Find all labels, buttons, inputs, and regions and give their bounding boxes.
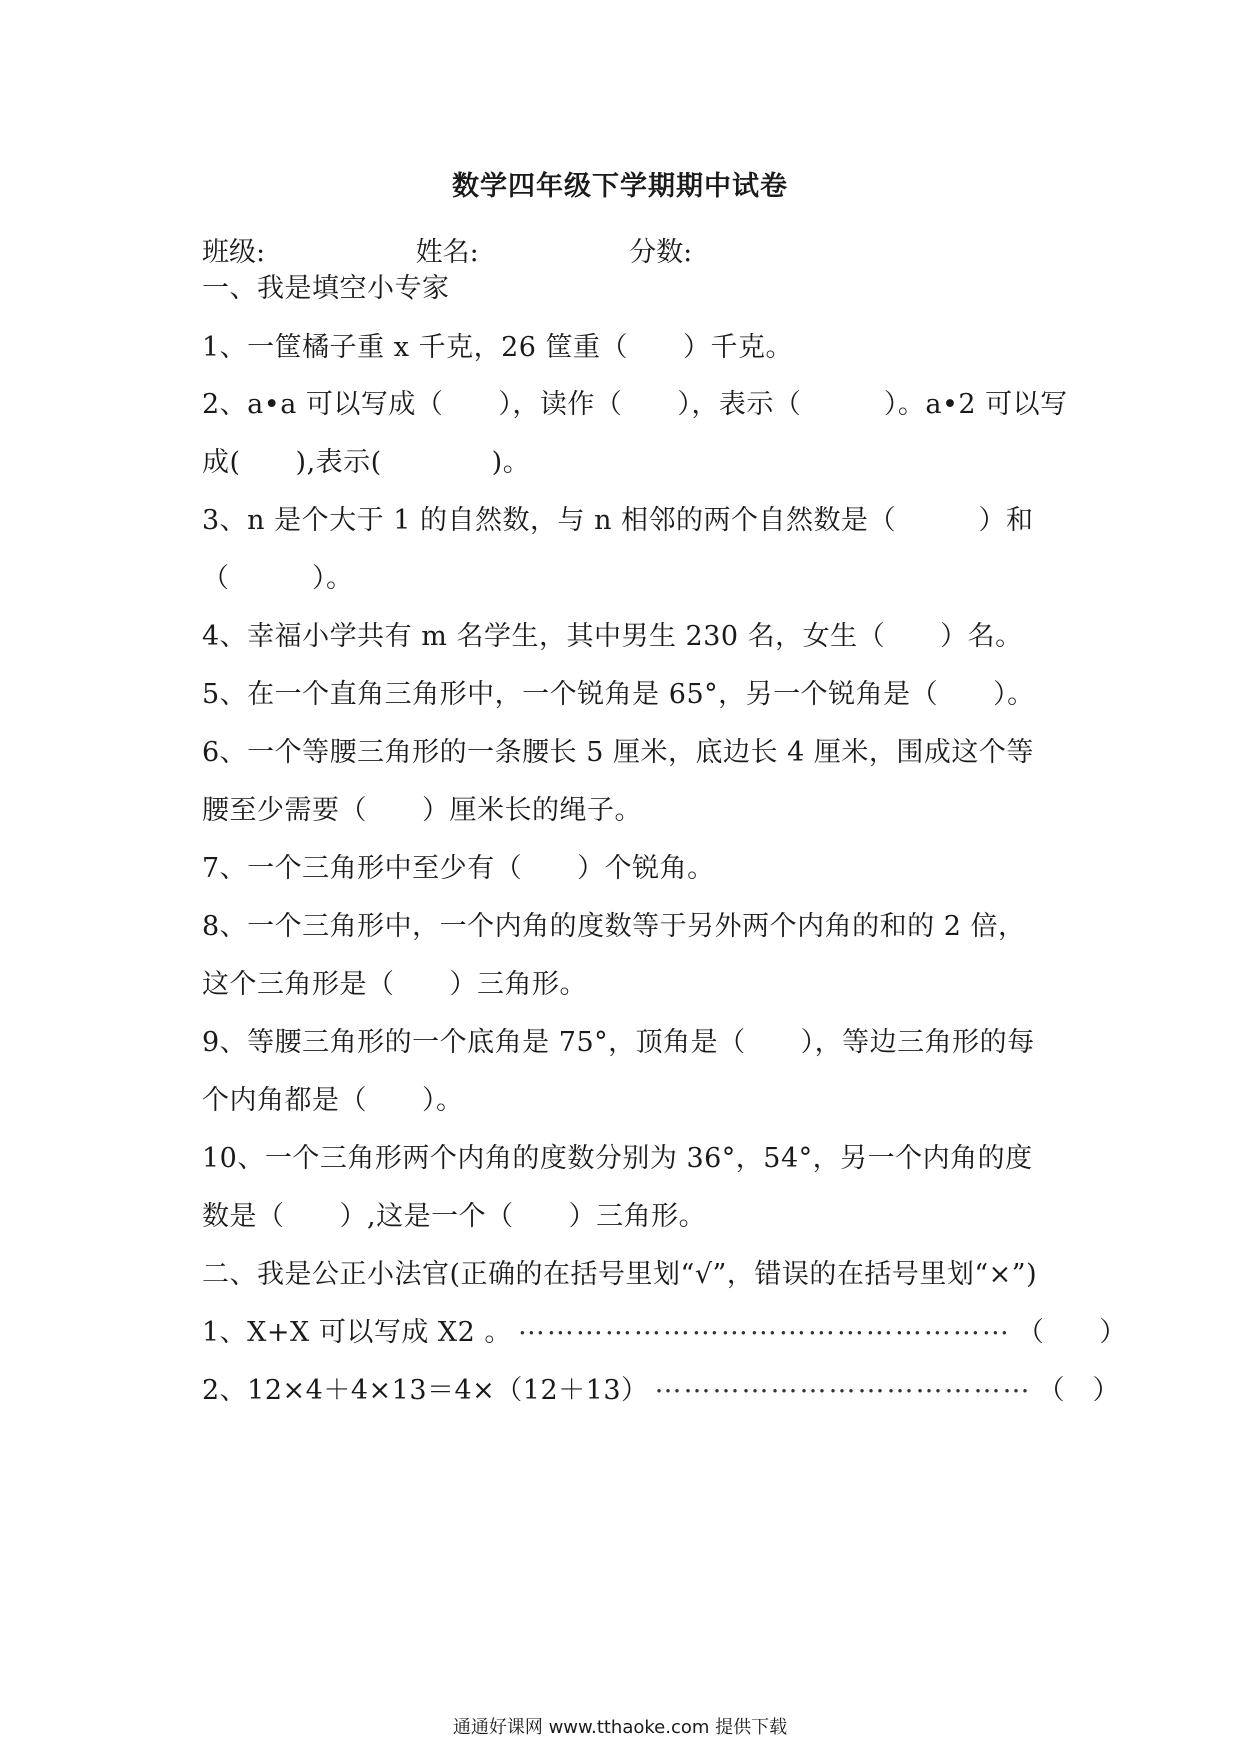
name-label: 姓名: [415,237,479,268]
question-line: 个内角都是（ ）。 [202,1085,464,1116]
question-line: 9、等腰三角形的一个底角是 75°，顶角是（ ），等边三角形的每 [202,1027,1035,1058]
question-line: 2、a•a 可以写成（ ），读作（ ），表示（ ）。a•2 可以写 [202,389,1068,420]
question-line: 这个三角形是（ ）三角形。 [202,969,587,1000]
judge-item [202,1310,1127,1349]
page-title: 数学四年级下学期期中试卷 [452,171,788,202]
leader-dots: …………………………………………… [517,1310,1011,1341]
judge-statement: 1、X+X 可以写成 X2 。 [202,1317,512,1348]
question-line: 7、一个三角形中至少有（ ）个锐角。 [202,853,715,884]
question-line: 8、一个三角形中，一个内角的度数等于另外两个内角的和的 2 倍， [202,911,1026,942]
question-line: 成( ),表示( )。 [202,447,531,478]
question-line: 4、幸福小学共有 m 名学生，其中男生 230 名，女生（ ）名。 [202,621,1023,652]
question-line: 5、在一个直角三角形中，一个锐角是 65°，另一个锐角是（ ）。 [202,679,1035,710]
question-line: （ ）。 [202,563,354,594]
question-line: 1、一筐橘子重 x 千克，26 筐重（ ）千克。 [202,332,794,363]
question-line: 6、一个等腰三角形的一条腰长 5 厘米，底边长 4 厘米，围成这个等 [202,737,1034,768]
question-line: 3、n 是个大于 1 的自然数，与 n 相邻的两个自然数是（ ）和 [202,505,1034,536]
footer-source: 通通好课网 www.tthaoke.com 提供下载 [452,1717,788,1738]
answer-parentheses: （ ） [1037,1375,1121,1406]
question-line: 数是（ ）,这是一个（ ）三角形。 [202,1201,707,1232]
class-label: 班级: [202,237,266,268]
section2-heading: 二、我是公正小法官(正确的在括号里划“√”，错误的在括号里划“×”) [202,1259,1038,1290]
leader-dots: ………………………………… [654,1368,1032,1399]
judge-statement: 2、12×4＋4×13＝4×（12＋13） [202,1375,649,1406]
judge-item [202,1368,1121,1407]
student-info-row [202,230,692,269]
section1-heading: 一、我是填空小专家 [202,273,450,304]
score-label: 分数: [629,237,693,268]
answer-parentheses: （ ） [1016,1317,1127,1348]
question-line: 10、一个三角形两个内角的度数分别为 36°，54°，另一个内角的度 [202,1143,1033,1174]
question-line: 腰至少需要（ ）厘米长的绳子。 [202,795,642,826]
